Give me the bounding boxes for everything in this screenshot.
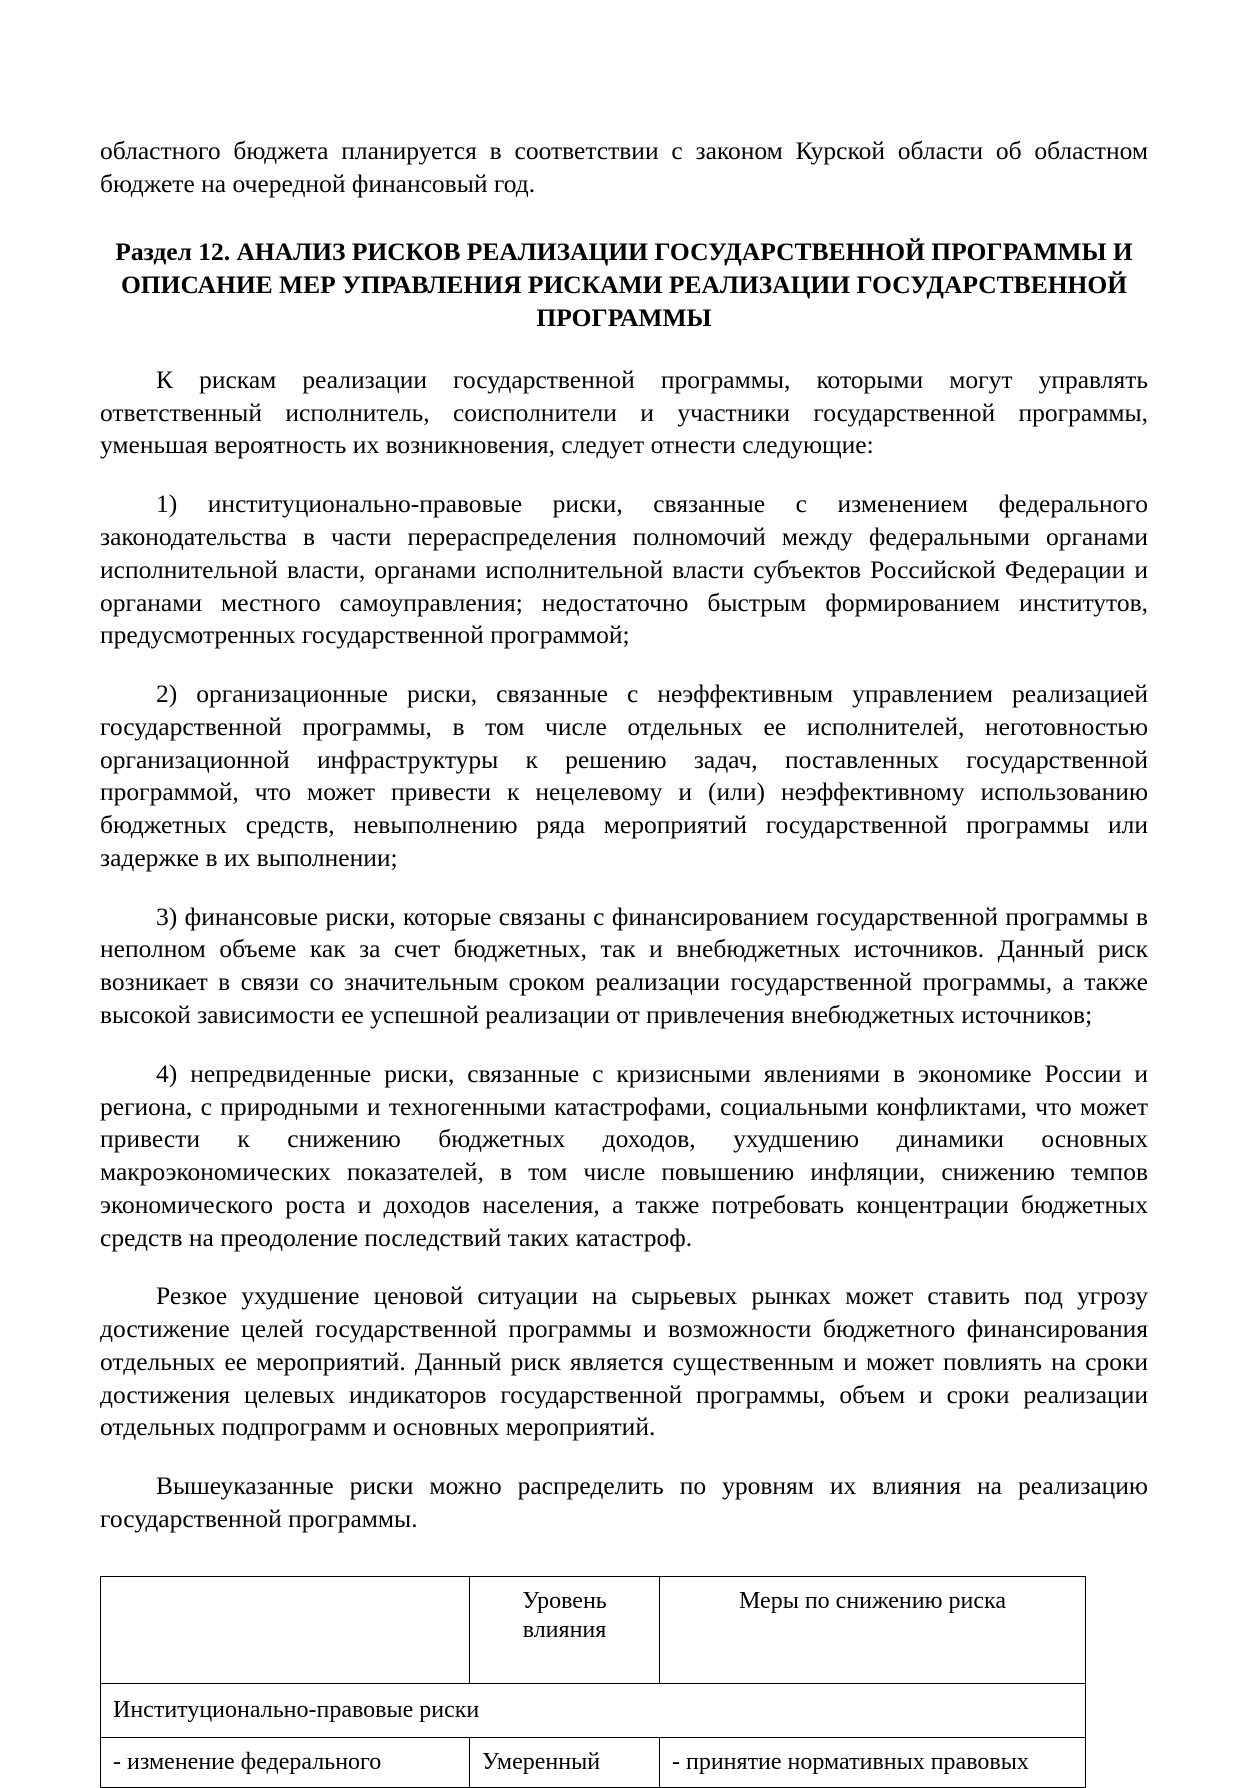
paragraph-risk-item-1: 1) институционально-правовые риски, связанные с изменением федерального законодательства в части перераспределения полномочий между федеральными органами исполнительной власти, органами исполнительной власти субъектов Российской Федерации и органами местного самоуправления; недостаточно быстрым формированием институтов, предусмотренных государственной программой; <box>100 489 1148 650</box>
table-group-label: Институционально-правовые риски <box>101 1683 1086 1737</box>
table-cell-risk: - изменение федерального <box>101 1737 470 1787</box>
table-cell-measure: - принятие нормативных правовых <box>660 1737 1086 1787</box>
table-row <box>101 1737 1086 1787</box>
risk-table <box>100 1576 1086 1788</box>
section-heading: Раздел 12. АНАЛИЗ РИСКОВ РЕАЛИЗАЦИИ ГОСУДАРСТВЕННОЙ ПРОГРАММЫ И ОПИСАНИЕ МЕР УПРАВЛЕНИЯ РИСКАМИ РЕАЛИЗАЦИИ ГОСУДАРСТВЕННОЙ ПРОГРАММЫ <box>115 236 1133 332</box>
table-header-cell-level: Уровень влияния <box>470 1576 660 1683</box>
paragraph-risk-item-3: 3) финансовые риски, которые связаны с финансированием государственной программы в неполном объеме как за счет бюджетных, так и внебюджетных источников. Данный риск возникает в связи со значительным сроком реализации государственной программы, а также высокой зависимости ее успешной реализации от привлечения внебюджетных источников; <box>100 901 1148 1029</box>
intro-paragraph: областного бюджета планируется в соответствии с законом Курской области об областном бюджете на очередной финансовый год. <box>100 136 1148 198</box>
table-header-cell-measures: Меры по снижению риска <box>660 1576 1086 1683</box>
paragraph-risk-item-2: 2) организационные риски, связанные с неэффективным управлением реализацией государственной программы, в том числе отдельных ее исполнителей, неготовностью организационной инфраструктуры к решению задач, поставленных государственной программой, что может привести к нецелевому и (или) неэффективному использованию бюджетных средств, невыполнению ряда мероприятий государственной программы или задержке в их выполнении; <box>100 679 1148 872</box>
table-header-cell-blank <box>101 1576 470 1683</box>
document-body <box>100 135 1148 1536</box>
table-group-row <box>101 1683 1086 1737</box>
paragraph-price-situation: Резкое ухудшение ценовой ситуации на сырьевых рынках может ставить под угрозу достижение целей государственной программы и возможности бюджетного финансирования отдельных ее мероприятий. Данный риск является существенным и может повлиять на сроки достижения целевых индикаторов государственной программы, объем и сроки реализации отдельных подпрограмм и основных мероприятий. <box>100 1281 1148 1442</box>
table-cell-level: Умеренный <box>470 1737 660 1787</box>
table-header-row <box>101 1576 1086 1683</box>
paragraph-intro-risks: К рискам реализации государственной программы, которыми могут управлять ответственный исполнитель, соисполнители и участники государственной программы, уменьшая вероятность их возникновения, следует отнести следующие: <box>100 364 1148 460</box>
paragraph-risk-item-4: 4) непредвиденные риски, связанные с кризисными явлениями в экономике России и региона, с природными и техногенными катастрофами, социальными конфликтами, что может привести к снижению бюджетных доходов, ухудшению динамики основных макроэкономических показателей, в том числе повышению инфляции, снижению темпов экономического роста и доходов населения, а также потребовать концентрации бюджетных средств на преодоление последствий таких катастроф. <box>100 1058 1148 1252</box>
paragraph-risk-levels: Вышеуказанные риски можно распределить по уровням их влияния на реализацию государственной программы. <box>100 1471 1148 1533</box>
